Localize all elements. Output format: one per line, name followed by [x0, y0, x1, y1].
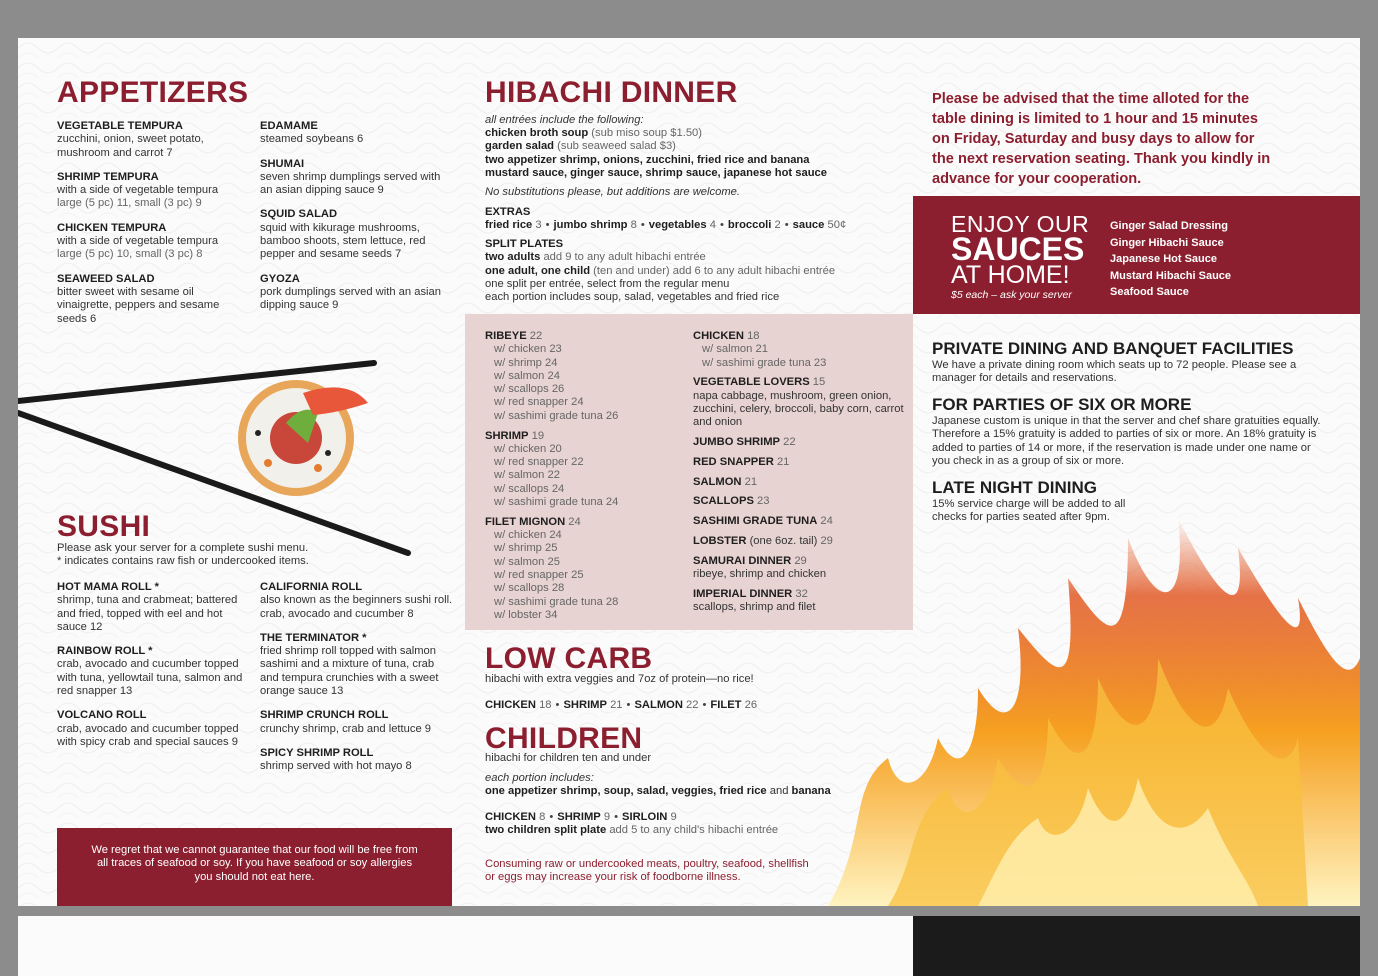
hibachi-entree-price: 32	[795, 587, 808, 600]
children-includes-main: one appetizer shrimp, soup, salad, veggies, fried rice	[485, 785, 767, 797]
sauces-list	[1110, 218, 1231, 301]
appetizer-name: SEAWEED SALAD	[57, 272, 155, 285]
appetizer-name: EDAMAME	[260, 120, 318, 132]
appetizer-item	[260, 273, 450, 313]
info-block	[932, 340, 1322, 385]
split-two-adults-note: add 9 to any adult hibachi entrée	[543, 251, 706, 264]
children-includes	[485, 785, 831, 798]
low-carb-item-price: 22	[686, 699, 699, 711]
info-text: We have a private dining room which seats up to 72 people. Please see a manager for details and reservations.	[932, 358, 1297, 384]
hibachi-entree-option: w/ salmon 21	[702, 343, 768, 356]
hibachi-entree-note: (one 6oz. tail)	[749, 535, 818, 548]
sushi-roll-desc: fried shrimp roll topped with salmon sashimi and a mixture of tuna, crab and tempura crunchies with a sweet orange sauce 13	[260, 645, 439, 698]
sushi-roll-name: SPICY SHRIMP ROLL	[260, 746, 374, 759]
foodborne-warning: Consuming raw or undercooked meats, poultry, seafood, shellfish or eggs may increase your risk of foodborne illness.	[485, 858, 809, 884]
hibachi-entree	[485, 330, 685, 423]
appetizer-item	[260, 158, 450, 198]
extra-price: 4	[709, 219, 716, 232]
separator-dot: •	[784, 219, 789, 232]
hibachi-entree-desc: napa cabbage, mushroom, green onion, zucchini, celery, broccoli, baby corn, carrot and onion	[693, 389, 904, 429]
sushi-roll-name: RAINBOW ROLL *	[57, 645, 153, 658]
sushi-roll-desc: crab, avocado and cucumber topped with spicy crab and special sauces 9	[57, 722, 239, 748]
sushi-roll-item	[260, 581, 455, 621]
sushi-roll-item	[260, 747, 455, 774]
hibachi-entree-option: w/ salmon 22	[494, 469, 560, 482]
hibachi-entree-price: 21	[776, 455, 790, 468]
no-substitutions-note: No substitutions please, but additions are welcome.	[485, 186, 740, 198]
hibachi-entree-name: JUMBO SHRIMP	[693, 436, 781, 449]
appetizer-desc2: large (5 pc) 10, small (3 pc) 8	[57, 248, 203, 261]
hibachi-entree-header	[693, 376, 908, 389]
children-includes-last: banana	[791, 785, 831, 797]
hibachi-include-main: garden salad	[485, 140, 555, 153]
hibachi-include-row	[485, 167, 905, 180]
extras-title: EXTRAS	[485, 206, 531, 218]
hibachi-entree-header	[485, 330, 685, 343]
sushi-roll-item	[57, 645, 252, 698]
children-heading: CHILDREN	[485, 722, 643, 755]
sushi-roll-name: HOT MAMA ROLL *	[57, 581, 159, 593]
hibachi-entree-price: 24	[568, 515, 581, 528]
hibachi-entree-name: RIBEYE	[485, 330, 527, 342]
split-rule-2: each portion includes soup, salad, vegetables and fried rice	[485, 291, 780, 304]
separator-dot: •	[719, 219, 724, 232]
hibachi-include-main: two appetizer shrimp, onions, zucchini, fried rice and banana	[485, 153, 810, 166]
split-plates-title: SPLIT PLATES	[485, 238, 564, 250]
sushi-roll-item	[260, 632, 455, 698]
hibachi-entree	[693, 436, 908, 449]
info-block	[932, 479, 1322, 524]
info-title: FOR PARTIES OF SIX OR MORE	[932, 395, 1192, 415]
sushi-roll-item	[57, 581, 252, 634]
hibachi-entree-price: 22	[529, 330, 543, 342]
hibachi-include-row	[485, 127, 905, 140]
hibachi-entree-price: 24	[820, 515, 833, 528]
sauce-item: Seafood Sauce	[1110, 286, 1189, 298]
appetizer-name: SHUMAI	[260, 157, 305, 170]
children-item-price: 8	[539, 811, 546, 823]
appetizer-item	[260, 208, 450, 261]
hibachi-entree-option: w/ chicken 20	[494, 442, 562, 455]
appetizer-name: SHRIMP TEMPURA	[57, 170, 159, 183]
hibachi-include-main: mustard sauce, ginger sauce, shrimp sauce, japanese hot sauce	[485, 166, 827, 179]
appetizer-item	[260, 120, 450, 147]
appetizer-desc: with a side of vegetable tempura	[57, 184, 219, 197]
hibachi-include-note: (sub miso soup $1.50)	[591, 127, 702, 139]
children-includes-and: and	[769, 785, 789, 797]
hibachi-entree-option: w/ sashimi grade tuna 26	[494, 409, 619, 422]
extra-name: fried rice	[485, 219, 533, 232]
sauces-line-1: ENJOY OUR	[951, 211, 1090, 237]
hibachi-entree-name: IMPERIAL DINNER	[693, 587, 793, 600]
hibachi-entree-option: w/ scallops 26	[494, 383, 565, 396]
appetizer-item	[57, 222, 247, 262]
children-split	[485, 824, 778, 837]
hibachi-includes-list	[485, 127, 905, 180]
low-carb-item-price: 18	[539, 699, 552, 711]
hibachi-entree-option: w/ sashimi grade tuna 23	[702, 356, 827, 369]
hibachi-entree-option: w/ shrimp 24	[494, 356, 558, 369]
sushi-roll-item	[57, 709, 252, 749]
sushi-intro-2: * indicates contains raw fish or undercooked items.	[57, 555, 309, 567]
hibachi-entree-option: w/ salmon 24	[494, 369, 560, 382]
separator-dot: •	[702, 699, 707, 711]
split-adult-child: one adult, one child	[485, 264, 591, 277]
sauces-line-2: SAUCES	[951, 231, 1085, 267]
appetizer-item	[57, 171, 247, 211]
next-page-strip	[18, 916, 1360, 976]
hibachi-entree-header	[693, 330, 908, 343]
extras-line	[485, 219, 846, 231]
sushi-roll-item	[260, 709, 455, 736]
hibachi-entree-option: w/ lobster 34	[494, 608, 558, 621]
hibachi-entree-price: 21	[744, 475, 758, 488]
low-carb-desc: hibachi with extra veggies and 7oz of protein—no rice!	[485, 673, 754, 685]
appetizer-desc: steamed soybeans 6	[260, 133, 364, 146]
hibachi-entree-name: VEGETABLE LOVERS	[693, 376, 810, 389]
extra-name: vegetables	[648, 219, 707, 232]
extra-price: 3	[535, 219, 542, 232]
hibachi-entree-option: w/ scallops 28	[494, 582, 565, 595]
hibachi-include-row	[485, 154, 905, 167]
hibachi-entree-price: 18	[747, 330, 760, 342]
sauce-item: Ginger Hibachi Sauce	[1110, 236, 1224, 249]
info-title: PRIVATE DINING AND BANQUET FACILITIES	[932, 339, 1294, 358]
low-carb-item-name: SHRIMP	[563, 699, 607, 711]
appetizer-desc2: large (5 pc) 11, small (3 pc) 9	[57, 197, 202, 210]
low-carb-heading: LOW CARB	[485, 642, 653, 675]
children-desc: hibachi for children ten and under	[485, 752, 652, 764]
allergy-notice-text: We regret that we cannot guarantee that our food will be free from all traces of seafood or soy. If you have seafood or soy allergies you should not eat here.	[91, 844, 418, 883]
split-rule-1: one split per entrée, select from the regular menu	[485, 277, 730, 290]
sauce-item: Japanese Hot Sauce	[1110, 253, 1217, 265]
hibachi-entree-name: SCALLOPS	[693, 495, 754, 508]
separator-dot: •	[614, 811, 619, 823]
info-title: LATE NIGHT DINING	[932, 478, 1097, 498]
sushi-heading: SUSHI	[57, 510, 151, 543]
children-item-name: SHRIMP	[557, 811, 601, 823]
extra-price: 8	[630, 219, 637, 232]
hibachi-entree-option: w/ red snapper 24	[494, 396, 584, 409]
separator-dot: •	[626, 699, 631, 711]
hibachi-entree-option: w/ salmon 25	[494, 555, 560, 568]
appetizer-desc: zucchini, onion, sweet potato, mushroom and carrot 7	[57, 133, 204, 159]
hibachi-entree	[485, 430, 685, 510]
sushi-roll-name: SHRIMP CRUNCH ROLL	[260, 709, 389, 722]
extra-name: jumbo shrimp	[553, 219, 628, 232]
extra-name: sauce	[792, 219, 825, 232]
low-carb-items	[485, 699, 757, 712]
appetizer-name: GYOZA	[260, 272, 300, 285]
hibachi-include-row	[485, 140, 905, 153]
hibachi-entree-name: SALMON	[693, 475, 742, 488]
sauces-price: $5 each – ask your server	[951, 289, 1072, 301]
appetizer-desc: bitter sweet with sesame oil vinaigrette, peppers and sesame seeds 6	[57, 285, 220, 325]
hibachi-entree	[485, 516, 685, 622]
reservation-time-notice: Please be advised that the time alloted for the table dining is limited to 1 hour and 15 minutes on Friday, Saturday and busy days to allow for the next reservation seating. Thank you kindly in advance for your cooperation.	[932, 91, 1271, 187]
info-text: 15% service charge will be added to all checks for parties seated after 9pm.	[932, 497, 1126, 524]
split-adult-child-note: (ten and under) add 6 to any adult hibachi entrée	[593, 264, 836, 277]
separator-dot: •	[545, 219, 550, 232]
hibachi-entree-name: SAMURAI DINNER	[693, 554, 792, 567]
sauces-band	[913, 196, 1360, 314]
sushi-roll-desc: crab, avocado and cucumber topped with tuna, yellowtail tuna, salmon and red snapper 13	[57, 658, 243, 698]
hibachi-entree	[693, 330, 908, 370]
extra-price: 50¢	[827, 219, 847, 232]
hibachi-entree	[693, 376, 908, 429]
hibachi-entree-option: w/ sashimi grade tuna 28	[494, 595, 619, 608]
low-carb-item-price: 21	[610, 699, 623, 711]
sushi-roll-name: THE TERMINATOR *	[260, 631, 367, 644]
sushi-intro-1: Please ask your server for a complete sushi menu.	[57, 542, 309, 554]
menu-page	[18, 38, 1360, 906]
extras-block	[485, 206, 846, 233]
appetizer-desc: with a side of vegetable tempura	[57, 235, 219, 248]
appetizer-desc: squid with kikurage mushrooms, bamboo shoots, stem lettuce, red pepper and sesame seeds 7	[260, 221, 426, 261]
hibachi-entree-header	[485, 430, 685, 443]
separator-dot: •	[555, 699, 560, 711]
split-two-adults: two adults	[485, 251, 541, 264]
appetizers-left-column	[57, 120, 247, 337]
sushi-roll-desc: shrimp served with hot mayo 8	[260, 760, 412, 773]
allergy-notice-band	[57, 828, 452, 906]
low-carb-item-name: SALMON	[634, 699, 683, 711]
hibachi-entree-name: CHICKEN	[693, 330, 744, 342]
sauce-item: Ginger Salad Dressing	[1110, 220, 1228, 232]
hibachi-include-main: chicken broth soup	[485, 127, 589, 139]
hibachi-entree-name: FILET MIGNON	[485, 515, 566, 528]
hibachi-entree-desc: scallops, shrimp and filet	[693, 601, 816, 614]
separator-dot: •	[549, 811, 554, 823]
hibachi-entree-option: w/ scallops 24	[494, 482, 565, 495]
hibachi-heading: HIBACHI DINNER	[485, 76, 738, 109]
children-items	[485, 811, 677, 824]
sushi-roll-name: VOLCANO ROLL	[57, 709, 147, 722]
hibachi-entree-name: LOBSTER	[693, 535, 747, 548]
appetizer-desc: seven shrimp dumplings served with an asian dipping sauce 9	[260, 170, 441, 197]
hibachi-entree-desc: ribeye, shrimp and chicken	[693, 568, 827, 581]
hibachi-entree-header	[485, 516, 685, 529]
children-item-price: 9	[670, 811, 677, 823]
sushi-left-column	[57, 581, 252, 760]
children-item-price: 9	[603, 811, 611, 823]
split-plates-block	[485, 238, 905, 304]
children-split-note: add 5 to any child's hibachi entrée	[609, 824, 779, 836]
separator-dot: •	[640, 219, 645, 232]
appetizer-item	[57, 273, 247, 326]
sauce-item: Mustard Hibachi Sauce	[1110, 269, 1232, 282]
hibachi-entree-option: w/ sashimi grade tuna 24	[494, 496, 619, 509]
children-includes-label: each portion includes:	[485, 772, 594, 784]
hibachi-includes-label: all entrées include the following:	[485, 114, 644, 126]
children-item-name: CHICKEN	[485, 811, 536, 823]
hibachi-entree-price: 29	[794, 554, 807, 567]
hibachi-entree-name: SHRIMP	[485, 429, 529, 442]
hibachi-entree-option: w/ red snapper 22	[494, 456, 584, 469]
sushi-roll-desc: crunchy shrimp, crab and lettuce 9	[260, 722, 432, 735]
low-carb-item-name: FILET	[710, 699, 742, 711]
appetizer-desc: pork dumplings served with an asian dipping sauce 9	[260, 285, 441, 312]
extra-name: broccoli	[727, 219, 772, 232]
hibachi-entree-price: 15	[812, 376, 826, 389]
sauces-line-3: AT HOME!	[951, 261, 1070, 289]
hibachi-entree-option: w/ chicken 24	[494, 529, 562, 542]
hibachi-entrees-left	[485, 330, 685, 629]
info-block	[932, 396, 1322, 468]
appetizer-item	[57, 120, 247, 160]
hibachi-entree-price: 23	[757, 495, 770, 508]
hibachi-entree-option: w/ shrimp 25	[494, 542, 558, 555]
sushi-roll-desc: also known as the beginners sushi roll. crab, avocado and cucumber 8	[260, 594, 453, 620]
sushi-roll-desc: shrimp, tuna and crabmeat; battered and fried, topped with eel and hot sauce 12	[57, 594, 238, 633]
appetizer-name: CHICKEN TEMPURA	[57, 221, 167, 234]
hibachi-entree-header	[693, 436, 908, 449]
extra-price: 2	[774, 219, 781, 232]
next-page-dark-panel	[913, 916, 1360, 976]
hibachi-entree-price: 29	[820, 535, 833, 548]
info-text: Japanese custom is unique in that the server and chef share gratuities equally. Therefore a 15% gratuity is added to parties of six or more. An 18% gratuity is added to parties of 14 or more, if the reservation is made under one name or you check in as a group of six or more.	[932, 414, 1321, 467]
low-carb-item-price: 26	[744, 699, 758, 711]
children-split-main: two children split plate	[485, 824, 607, 836]
appetizers-right-column	[260, 120, 450, 324]
sushi-right-column	[260, 581, 455, 785]
sushi-roll-name: CALIFORNIA ROLL	[260, 581, 363, 593]
appetizer-name: VEGETABLE TEMPURA	[57, 120, 183, 132]
children-item-name: SIRLOIN	[622, 811, 668, 823]
hibachi-entree-price: 19	[531, 429, 545, 442]
hibachi-entree-name: RED SNAPPER	[693, 455, 774, 468]
appetizers-heading: APPETIZERS	[57, 76, 249, 109]
hibachi-include-note: (sub seaweed salad $3)	[557, 140, 676, 153]
hibachi-entree-name: SASHIMI GRADE TUNA	[693, 515, 818, 528]
hibachi-entree-price: 22	[783, 436, 796, 449]
appetizer-name: SQUID SALAD	[260, 208, 338, 221]
low-carb-item-name: CHICKEN	[485, 699, 536, 711]
info-column	[932, 340, 1322, 535]
hibachi-entree-option: w/ red snapper 25	[494, 569, 584, 582]
hibachi-entree-option: w/ chicken 23	[494, 343, 562, 356]
